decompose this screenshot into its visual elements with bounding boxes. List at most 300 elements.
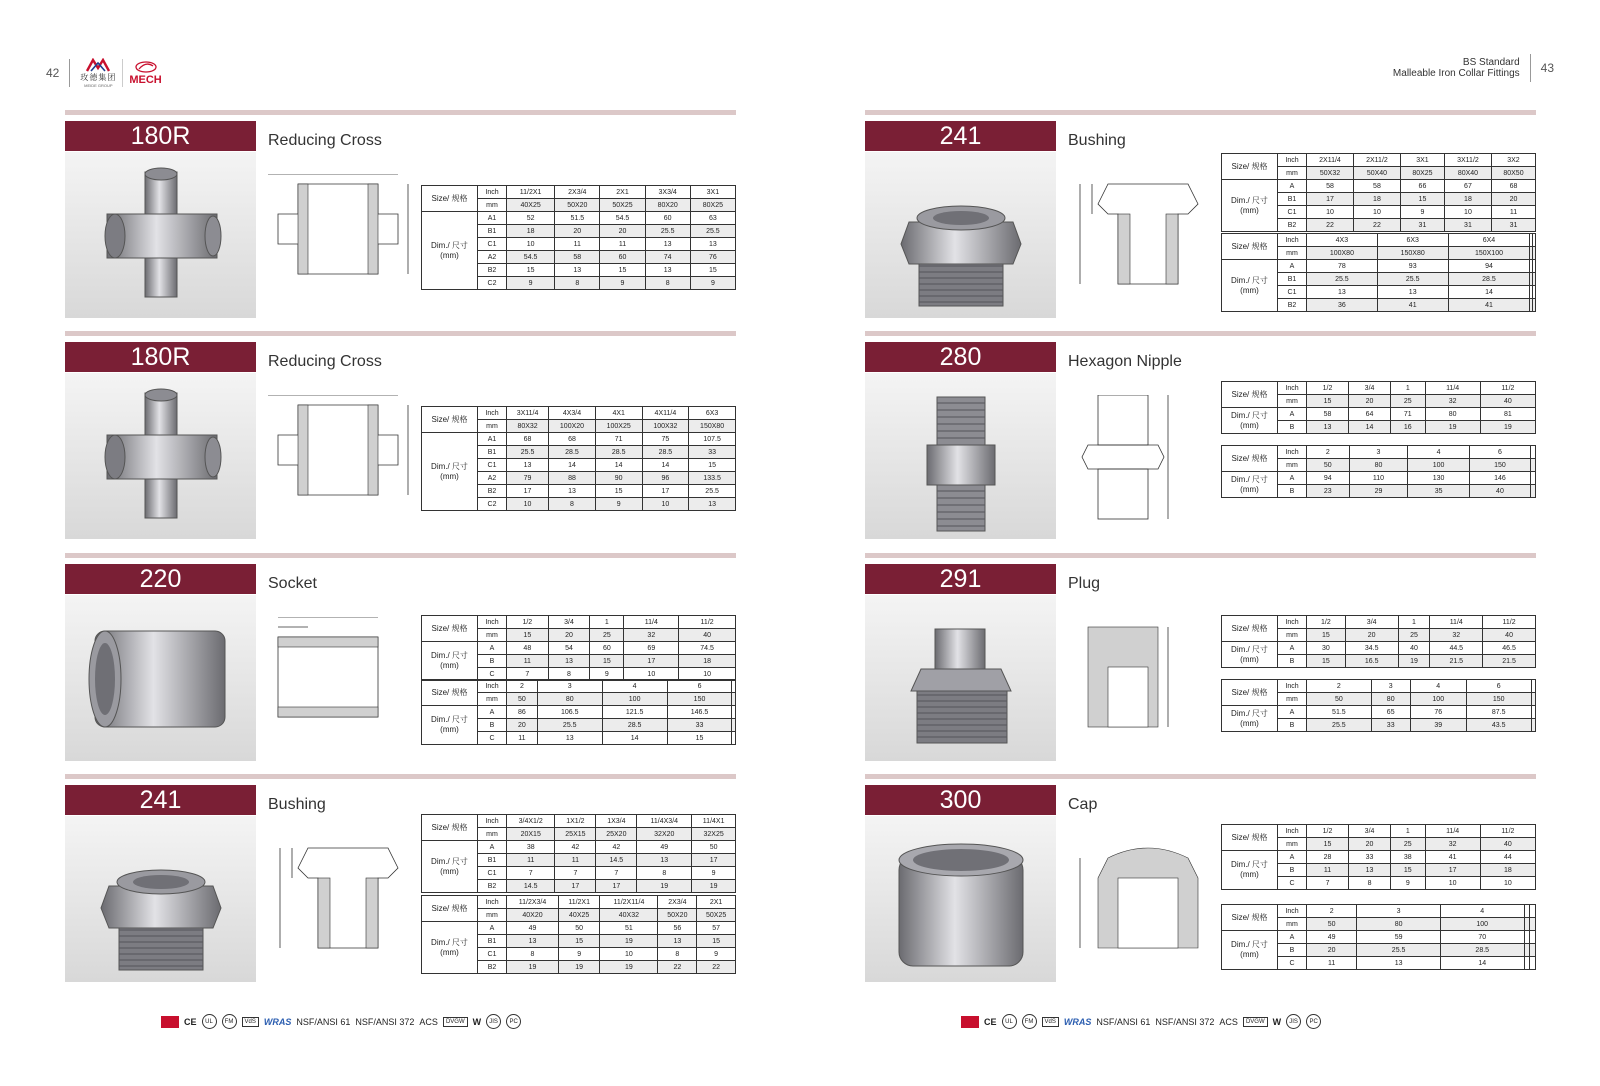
dim-label — [422, 433, 478, 511]
spec-table — [1221, 824, 1536, 890]
mm-size-cell: 150X100 — [1448, 247, 1530, 260]
dim-value-cell: 9 — [1391, 877, 1425, 890]
mm-size-cell: 40 — [1483, 629, 1536, 642]
fitting-photo-illustration — [865, 595, 1056, 761]
certification-mark: FM — [222, 1014, 237, 1029]
dim-key-cell: C1 — [1278, 286, 1307, 299]
dim-value-cell: 60 — [600, 251, 645, 264]
dim-value-cell: 10 — [600, 948, 658, 961]
dim-value-cell: 9 — [590, 668, 624, 681]
dim-label — [422, 212, 478, 290]
dim-value-cell: 46.5 — [1483, 642, 1536, 655]
dim-value-cell: 41 — [1377, 299, 1448, 312]
dim-key-cell: A — [1278, 260, 1307, 273]
inch-size-cell — [1531, 680, 1535, 693]
dim-unit-text: (mm) — [440, 471, 459, 481]
dim-key-cell: B1 — [478, 225, 507, 238]
dim-value-cell: 23 — [1307, 485, 1350, 498]
fitting-section-drawing — [1068, 617, 1213, 747]
dim-value-cell: 65 — [1371, 706, 1410, 719]
fitting-photo-illustration — [65, 373, 256, 539]
dim-key-cell: A — [478, 706, 507, 719]
inch-size-cell: 11/4 — [1425, 382, 1480, 395]
dim-value-cell — [1530, 944, 1536, 957]
inch-size-cell: 1 — [1391, 382, 1425, 395]
product-section — [65, 553, 736, 769]
dim-value-cell: 11 — [1307, 864, 1349, 877]
inch-size-cell: 2X1 — [697, 896, 736, 909]
dim-value-cell: 15 — [595, 485, 642, 498]
product-code: 180R — [65, 342, 256, 372]
dim-key-cell: C1 — [1278, 206, 1307, 219]
dim-value-cell: 41 — [1425, 851, 1480, 864]
inch-size-cell: 3X1 — [690, 186, 735, 199]
spec-table — [1221, 445, 1536, 498]
inch-size-cell: 6X3 — [689, 407, 736, 420]
dim-value-cell: 40 — [1469, 485, 1530, 498]
spec-table — [1221, 153, 1536, 232]
mm-size-cell: 32 — [624, 629, 679, 642]
dim-value-cell: 60 — [590, 642, 624, 655]
dim-value-cell: 17 — [1307, 193, 1354, 206]
size-label: Size/ 规格 — [1222, 154, 1278, 180]
dim-value-cell: 68 — [1491, 180, 1535, 193]
mm-label: mm — [1278, 459, 1307, 472]
mm-size-cell: 32 — [1430, 629, 1483, 642]
dim-key-cell: B — [1278, 864, 1307, 877]
dim-value-cell: 13 — [1377, 286, 1448, 299]
inch-size-cell: 4 — [1408, 446, 1469, 459]
mm-label: mm — [478, 693, 507, 706]
mm-size-cell — [732, 693, 736, 706]
dim-label — [1222, 408, 1278, 434]
mm-size-cell: 40 — [1480, 395, 1535, 408]
inch-size-cell: 11/2X1 — [559, 896, 600, 909]
dim-key-cell: C1 — [478, 238, 507, 251]
product-photo — [65, 373, 256, 539]
mm-size-cell: 40X32 — [600, 909, 658, 922]
dim-value-cell: 66 — [1400, 180, 1444, 193]
dim-value-cell: 15 — [590, 655, 624, 668]
dim-value-cell: 28.5 — [595, 446, 642, 459]
dim-value-cell: 7 — [596, 867, 637, 880]
mm-size-cell: 20 — [1349, 838, 1391, 851]
dim-unit-text: (mm) — [1240, 870, 1259, 879]
dim-value-cell: 9 — [690, 277, 735, 290]
mm-size-cell: 100X20 — [549, 420, 596, 433]
inch-size-cell: 6X3 — [1377, 234, 1448, 247]
dim-label — [1222, 851, 1278, 890]
dim-value-cell: 70 — [1440, 931, 1524, 944]
dim-value-cell: 51.5 — [1307, 706, 1372, 719]
logo-divider — [122, 59, 123, 87]
dim-value-cell: 10 — [1480, 877, 1535, 890]
dim-value-cell: 63 — [690, 212, 735, 225]
fitting-photo-illustration — [65, 152, 256, 318]
inch-size-cell: 6 — [1466, 680, 1531, 693]
mm-size-cell: 20 — [548, 629, 590, 642]
dim-value-cell: 13 — [555, 264, 600, 277]
product-name: Socket — [268, 575, 317, 592]
dim-value-cell — [1533, 299, 1536, 312]
dim-key-cell: A — [1278, 408, 1307, 421]
dim-value-cell: 48 — [507, 642, 549, 655]
inch-label: Inch — [478, 186, 507, 199]
spec-table — [1221, 233, 1536, 312]
inch-row — [1222, 825, 1536, 838]
dim-value-cell: 22 — [658, 961, 697, 974]
certification-mark: JIS — [486, 1014, 501, 1029]
size-label: Size/ 规格 — [1222, 825, 1278, 851]
dim-value-cell: 64 — [1349, 408, 1391, 421]
dim-value-cell: 75 — [642, 433, 689, 446]
dim-value-cell — [1533, 273, 1536, 286]
dim-value-cell: 17 — [555, 880, 596, 893]
dim-value-cell: 13 — [637, 854, 692, 867]
dim-value-cell: 28.5 — [549, 446, 596, 459]
inch-label: Inch — [478, 680, 507, 693]
dim-value-cell: 11 — [555, 854, 596, 867]
dim-unit-text: (mm) — [440, 725, 459, 734]
dim-value-cell: 25.5 — [1377, 273, 1448, 286]
dim-value-cell: 33 — [1349, 851, 1391, 864]
dim-value-cell: 130 — [1408, 472, 1469, 485]
dim-value-cell: 21.5 — [1483, 655, 1536, 668]
dim-value-cell: 50 — [559, 922, 600, 935]
dim-value-cell: 71 — [595, 433, 642, 446]
inch-label: Inch — [1278, 616, 1307, 629]
dim-unit-text: (mm) — [1240, 420, 1259, 430]
inch-size-cell: 3X3/4 — [645, 186, 690, 199]
inch-label: Inch — [478, 815, 507, 828]
dim-key-cell: B2 — [1278, 219, 1307, 232]
inch-size-cell: 1/2 — [1307, 616, 1346, 629]
dim-value-cell: 28.5 — [642, 446, 689, 459]
dim-value-cell: 31 — [1400, 219, 1444, 232]
inch-label: Inch — [1278, 905, 1307, 918]
inch-size-cell: 11/4X1 — [692, 815, 736, 828]
dim-value-cell: 9 — [507, 277, 555, 290]
product-name: Bushing — [268, 796, 326, 813]
mm-size-cell: 40X25 — [507, 199, 555, 212]
size-label: Size/ 规格 — [1222, 234, 1278, 260]
inch-size-cell: 3 — [1349, 446, 1408, 459]
mm-size-cell: 32X25 — [692, 828, 736, 841]
dim-value-cell: 13 — [1307, 286, 1378, 299]
dim-label — [422, 841, 478, 893]
inch-size-cell: 2 — [1307, 905, 1357, 918]
dim-unit-text: (mm) — [440, 947, 459, 957]
mm-size-cell: 32 — [1425, 838, 1480, 851]
dim-value-cell: 133.5 — [689, 472, 736, 485]
mm-size-cell: 100X25 — [595, 420, 642, 433]
certification-mark: JIS — [1286, 1014, 1301, 1029]
dim-value-cell: 13 — [1307, 421, 1349, 434]
inch-size-cell: 2X3/4 — [658, 896, 697, 909]
size-label: Size/ 规格 — [422, 407, 478, 433]
mm-size-cell: 15 — [1307, 629, 1346, 642]
dim-value-cell: 8 — [548, 668, 590, 681]
dim-value-cell: 14 — [595, 459, 642, 472]
dim-value-cell: 51 — [600, 922, 658, 935]
inch-size-cell: 1 — [1391, 825, 1425, 838]
dim-value-cell: 11 — [600, 238, 645, 251]
dim-value-cell: 13 — [658, 935, 697, 948]
mm-size-cell — [1533, 247, 1536, 260]
dim-value-cell: 71 — [1391, 408, 1425, 421]
certification-strip-right — [961, 1014, 1321, 1029]
certification-mark: VdS — [242, 1017, 259, 1027]
certification-mark: NSF/ANSI 372 — [355, 1016, 415, 1027]
catalog-title-line1: BS Standard — [1462, 57, 1520, 68]
dim-value-cell: 25.5 — [1307, 719, 1372, 732]
inch-label: Inch — [1278, 382, 1307, 395]
dim-value-cell: 39 — [1410, 719, 1466, 732]
dim-value-cell: 15 — [689, 459, 736, 472]
dim-value-cell: 15 — [1391, 864, 1425, 877]
certification-mark: ACS — [1219, 1016, 1238, 1027]
inch-size-cell: 2X3/4 — [555, 186, 600, 199]
inch-row — [1222, 446, 1536, 459]
dim-value-cell: 79 — [507, 472, 549, 485]
dim-value-cell: 13 — [645, 238, 690, 251]
inch-size-cell: 11/2 — [1483, 616, 1536, 629]
inch-size-cell: 11/2 — [1480, 382, 1535, 395]
dim-value-cell: 14 — [1448, 286, 1530, 299]
mm-size-cell: 150 — [667, 693, 732, 706]
certification-flag-icon — [961, 1016, 979, 1028]
mm-size-cell: 150 — [1466, 693, 1531, 706]
size-label: Size/ 规格 — [1222, 446, 1278, 472]
inch-size-cell: 11/2 — [679, 616, 736, 629]
dim-value-cell: 25.5 — [1307, 273, 1378, 286]
dim-value-cell: 59 — [1357, 931, 1441, 944]
dim-label — [1222, 642, 1278, 668]
mm-size-cell: 50 — [507, 693, 538, 706]
fitting-section-drawing — [268, 395, 413, 525]
product-name: Reducing Cross — [268, 353, 382, 370]
dim-value-cell: 19 — [600, 935, 658, 948]
dim-key-cell: B1 — [1278, 193, 1307, 206]
divider — [1530, 54, 1531, 82]
mm-label: mm — [478, 199, 507, 212]
mm-size-cell: 50X20 — [658, 909, 697, 922]
dim-value-cell: 18 — [1480, 864, 1535, 877]
dim-value-cell: 11 — [1491, 206, 1535, 219]
dim-value-cell: 44 — [1480, 851, 1535, 864]
dim-value-cell: 19 — [600, 961, 658, 974]
inch-label: Inch — [478, 616, 507, 629]
inch-size-cell: 3/4 — [548, 616, 590, 629]
dim-key-cell: C1 — [478, 948, 507, 961]
mm-size-cell: 80 — [1357, 918, 1441, 931]
mm-size-cell: 25 — [590, 629, 624, 642]
certification-mark: WRAS — [263, 1016, 292, 1027]
size-label: Size/ 规格 — [422, 815, 478, 841]
dim-value-cell: 69 — [624, 642, 679, 655]
dim-value-cell: 11 — [507, 854, 555, 867]
mm-size-cell: 50 — [1307, 918, 1357, 931]
dim-value-cell: 15 — [697, 935, 736, 948]
fitting-photo-illustration — [865, 152, 1056, 318]
dim-label-text: Dim./ 尺寸 — [1231, 940, 1268, 949]
logo-english-text: MEIDE GROUP — [84, 83, 113, 88]
certification-mark: NSF/ANSI 61 — [296, 1016, 351, 1027]
dim-value-cell: 9 — [559, 948, 600, 961]
dim-value-cell: 28 — [1307, 851, 1349, 864]
dim-value-cell: 11 — [507, 655, 549, 668]
mm-size-cell: 20 — [1345, 629, 1398, 642]
mm-size-cell: 25X20 — [596, 828, 637, 841]
certification-mark: PC — [1306, 1014, 1321, 1029]
dim-value-cell — [1531, 485, 1536, 498]
mm-label: mm — [1278, 693, 1307, 706]
certification-mark: NSF/ANSI 372 — [1155, 1016, 1215, 1027]
inch-size-cell: 11/2X3/4 — [507, 896, 559, 909]
spec-table — [1221, 615, 1536, 668]
dim-value-cell: 14 — [642, 459, 689, 472]
header-left — [46, 58, 162, 88]
dim-value-cell: 14.5 — [507, 880, 555, 893]
dim-value-cell: 25.5 — [645, 225, 690, 238]
inch-row — [422, 407, 736, 420]
dimension-row — [422, 212, 736, 225]
mm-label: mm — [478, 420, 507, 433]
dim-value-cell: 15 — [507, 264, 555, 277]
dim-key-cell: C1 — [478, 867, 507, 880]
mm-size-cell: 15 — [1307, 395, 1349, 408]
dim-value-cell: 58 — [555, 251, 600, 264]
dim-value-cell: 7 — [555, 867, 596, 880]
dim-value-cell: 15 — [600, 264, 645, 277]
dim-value-cell: 86 — [507, 706, 538, 719]
product-photo — [865, 152, 1056, 318]
mm-size-cell: 80X20 — [645, 199, 690, 212]
meide-logo — [80, 58, 116, 88]
dim-value-cell: 10 — [642, 498, 689, 511]
size-label: Size/ 规格 — [422, 616, 478, 642]
mm-size-cell: 40 — [1480, 838, 1535, 851]
dim-key-cell: B — [478, 719, 507, 732]
fitting-section-drawing — [1068, 395, 1213, 525]
inch-size-cell: 6X4 — [1448, 234, 1530, 247]
certification-mark: WRAS — [1063, 1016, 1092, 1027]
dim-value-cell: 107.5 — [689, 433, 736, 446]
dim-value-cell: 93 — [1377, 260, 1448, 273]
section-divider — [865, 110, 1536, 115]
product-name: Plug — [1068, 575, 1101, 592]
dim-value-cell: 10 — [679, 668, 736, 681]
certification-strip-left — [161, 1014, 521, 1029]
dim-value-cell: 106.5 — [537, 706, 602, 719]
product-code: 241 — [65, 785, 256, 815]
logo-chinese-text: 玫德集团 — [80, 73, 117, 82]
fitting-photo-illustration — [65, 595, 256, 761]
dim-value-cell: 58 — [1307, 180, 1354, 193]
mm-size-cell: 80X32 — [507, 420, 549, 433]
dim-unit-text: (mm) — [1240, 950, 1259, 959]
mm-size-cell: 40X20 — [507, 909, 559, 922]
inch-size-cell: 2 — [507, 680, 538, 693]
mm-size-cell: 50X25 — [697, 909, 736, 922]
inch-size-cell: 3X11/4 — [507, 407, 549, 420]
dimension-row — [422, 922, 736, 935]
dimension-row — [422, 642, 736, 655]
inch-size-cell: 3X11/2 — [1444, 154, 1491, 167]
dim-value-cell: 17 — [642, 485, 689, 498]
size-label: Size/ 规格 — [422, 680, 478, 706]
mm-size-cell: 25X15 — [555, 828, 596, 841]
dim-label-text: Dim./ 尺寸 — [1231, 275, 1268, 285]
dim-key-cell: A — [1278, 931, 1307, 944]
inch-row — [422, 186, 736, 199]
inch-size-cell: 11/4 — [1425, 825, 1480, 838]
page-number-right: 43 — [1540, 61, 1554, 75]
dimension-row — [1222, 472, 1536, 485]
dim-value-cell: 25.5 — [537, 719, 602, 732]
dim-value-cell: 19 — [1480, 421, 1535, 434]
dim-key-cell: C — [1278, 877, 1307, 890]
certification-mark: FM — [1022, 1014, 1037, 1029]
dim-value-cell: 31 — [1444, 219, 1491, 232]
dim-value-cell: 78 — [1307, 260, 1378, 273]
dim-value-cell: 58 — [1307, 408, 1349, 421]
dim-value-cell: 10 — [1307, 206, 1354, 219]
dim-value-cell: 110 — [1349, 472, 1408, 485]
dim-value-cell: 15 — [559, 935, 600, 948]
dimension-row — [422, 841, 736, 854]
dimension-row — [1222, 408, 1536, 421]
dim-value-cell: 146 — [1469, 472, 1530, 485]
product-section — [865, 553, 1536, 769]
dim-value-cell: 87.5 — [1466, 706, 1531, 719]
technical-drawing — [1068, 174, 1213, 309]
dim-value-cell: 44.5 — [1430, 642, 1483, 655]
dim-key-cell: B1 — [478, 935, 507, 948]
certification-mark: DVGW — [1243, 1017, 1268, 1027]
mech-text: MECH — [129, 74, 162, 86]
inch-size-cell: 2 — [1307, 446, 1350, 459]
dim-value-cell: 13 — [507, 459, 549, 472]
dim-value-cell: 14 — [1349, 421, 1391, 434]
header-right — [1393, 54, 1554, 82]
mm-size-cell: 100X32 — [642, 420, 689, 433]
dim-value-cell: 10 — [1425, 877, 1480, 890]
dim-value-cell: 25.5 — [689, 485, 736, 498]
dim-key-cell: A2 — [478, 472, 507, 485]
inch-size-cell: 11/4 — [624, 616, 679, 629]
spec-table — [1221, 679, 1536, 732]
product-name: Hexagon Nipple — [1068, 353, 1182, 370]
mm-size-cell: 100 — [1440, 918, 1524, 931]
dim-value-cell: 15 — [690, 264, 735, 277]
mm-size-cell: 50X32 — [1307, 167, 1354, 180]
mm-label: mm — [478, 828, 507, 841]
inch-row — [422, 815, 736, 828]
dim-value-cell: 58 — [1353, 180, 1400, 193]
mm-size-cell: 50 — [1307, 693, 1372, 706]
mm-label: mm — [1278, 167, 1307, 180]
dim-value-cell: 10 — [507, 498, 549, 511]
dim-value-cell — [1530, 931, 1536, 944]
dim-value-cell: 25.5 — [690, 225, 735, 238]
mm-size-cell: 100X80 — [1307, 247, 1378, 260]
fitting-section-drawing — [268, 838, 413, 968]
inch-size-cell: 1/2 — [1307, 825, 1349, 838]
dim-value-cell: 16.5 — [1345, 655, 1398, 668]
dim-key-cell: A1 — [478, 212, 507, 225]
inch-size-cell: 6 — [667, 680, 732, 693]
